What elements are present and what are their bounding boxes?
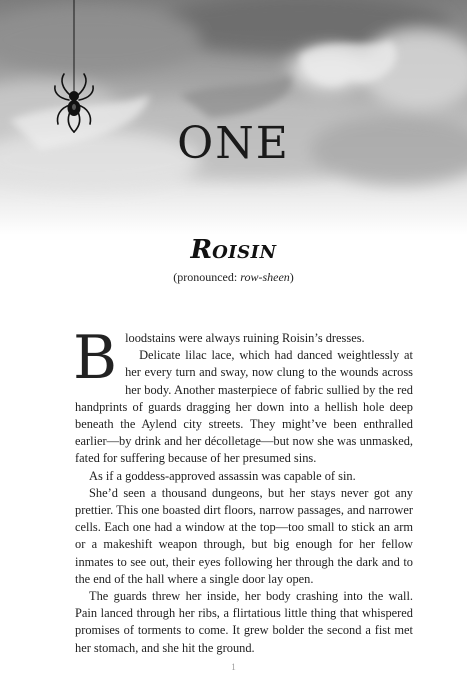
paragraph-text: loodstains were always ruining Roisin’s dresses. [125, 331, 365, 345]
pov-initial: R [190, 235, 213, 265]
paragraph: As if a goddess-approved assassin was capable of sin. [89, 468, 356, 483]
drop-cap: B [73, 323, 118, 393]
chapter-number: ONE [177, 118, 290, 169]
pronunciation-prefix: (pronounced: [173, 270, 241, 284]
paragraph: Delicate lilac lace, which had danced weightlessly at her every turn and sway, now clung to the wounds across her body. Another masterpiece of fabric sullied by the red handprints of guards dragging her down into a hellish hole deep beneath the Aylend city streets. They might’ve been enthralled earlier—by drink and her décolletage—but now she was unmasked, fated for suffering because of her presumed sins. [75, 348, 413, 466]
pov-rest: OISIN [212, 242, 277, 263]
page-number: 1 [231, 662, 236, 672]
chapter-pov-name [0, 237, 467, 263]
chapter-body-text [73, 323, 413, 657]
paragraph [73, 323, 413, 393]
paragraph: The guards threw her inside, her body crashing into the wall. Pain lanced through her ribs, a flirtatious little thing that whispered promises of torments to come. It grew bolder the second a fist met her stomach, and she hit the ground. [75, 589, 413, 655]
paragraph: She’d seen a thousand dungeons, but her stays never got any prettier. This one boasted dirt floors, narrow passages, and narrower cells. Each one had a window at the top—too small to stick an arm or a makeshift weapon through, but big enough for her fellow inmates to see out, their eyes following her through the dark and to the end of the hall where a single door lay open. [75, 485, 413, 586]
pronunciation-note [0, 270, 467, 285]
pronunciation-suffix: ) [289, 270, 294, 284]
pronunciation-value: row-sheen [240, 270, 290, 284]
